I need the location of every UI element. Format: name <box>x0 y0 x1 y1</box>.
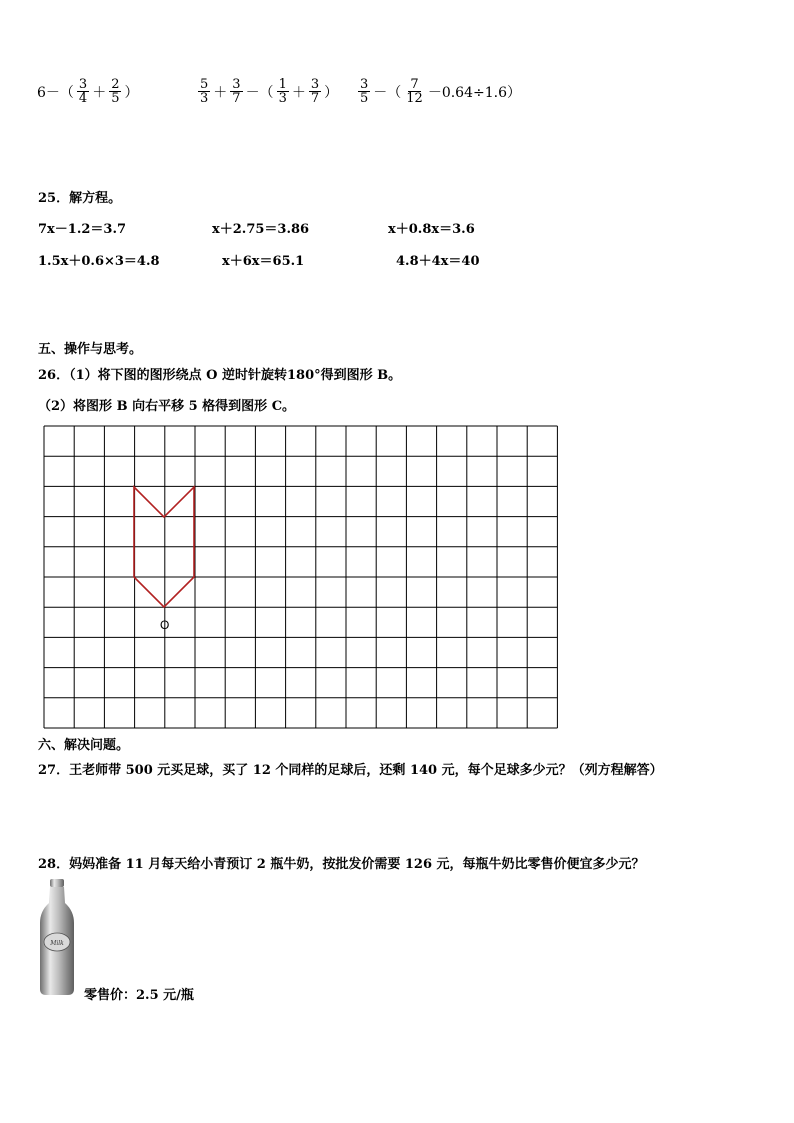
plus-sign: ＋ <box>291 84 306 101</box>
equation: 4.8＋4x＝40 <box>396 254 480 269</box>
denominator: 7 <box>310 91 320 106</box>
denominator: 4 <box>78 91 88 106</box>
numerator: 3 <box>310 77 320 92</box>
section-5-title: 五、操作与思考。 <box>38 342 143 357</box>
numerator: 3 <box>360 77 369 92</box>
denominator: 5 <box>111 91 120 106</box>
plus-sign: ＋ <box>92 84 107 101</box>
point-o-label: O <box>160 618 170 632</box>
expr3-tail: －0.64÷1.6） <box>427 84 521 101</box>
denominator: 7 <box>232 91 241 106</box>
numerator: 5 <box>200 77 209 92</box>
denominator: 12 <box>406 91 423 106</box>
equation: x＋0.8x＝3.6 <box>388 222 475 237</box>
equation: x＋6x＝65.1 <box>222 254 305 269</box>
close-paren: ） <box>324 84 339 101</box>
equation: 7x－1.2＝3.7 <box>38 222 127 237</box>
numerator: 2 <box>111 77 120 92</box>
section-6-title: 六、解决问题。 <box>38 738 130 753</box>
numerator: 3 <box>232 77 241 92</box>
equation: 1.5x＋0.6×3＝4.8 <box>38 254 160 269</box>
numerator: 3 <box>78 77 88 92</box>
numerator: 1 <box>278 77 287 92</box>
q26-line-2: （2）将图形 B 向右平移 5 格得到图形 C。 <box>38 399 296 414</box>
q27-text: 27．王老师带 500 元买足球，买了 12 个同样的足球后，还剩 140 元，每个足球多少元？（列方程解答） <box>38 763 663 778</box>
denominator: 3 <box>278 91 287 106</box>
denominator: 3 <box>200 91 209 106</box>
plus-sign: ＋ <box>213 84 228 101</box>
denominator: 5 <box>360 91 369 106</box>
milk-bottle-icon <box>38 877 76 997</box>
q26-line-1: 26．（1）将下图的图形绕点 O 逆时针旋转180°得到图形 B。 <box>38 368 402 383</box>
equation: x＋2.75＝3.86 <box>212 222 310 237</box>
minus-paren: －（ <box>245 84 274 101</box>
bottle-label: Milk <box>50 940 64 947</box>
expr1-lead: 6－（ <box>37 84 74 101</box>
close-paren: ） <box>124 84 139 101</box>
grid-lines <box>44 426 557 728</box>
retail-price: 零售价：2.5 元/瓶 <box>84 988 194 1003</box>
minus-paren: －（ <box>373 84 402 101</box>
q25-title: 25．解方程。 <box>38 191 122 206</box>
q28-text: 28．妈妈准备 11 月每天给小青预订 2 瓶牛奶，按批发价需要 126 元，每瓶牛奶比零售价便宜多少元？ <box>38 857 645 872</box>
numerator: 7 <box>410 77 419 92</box>
